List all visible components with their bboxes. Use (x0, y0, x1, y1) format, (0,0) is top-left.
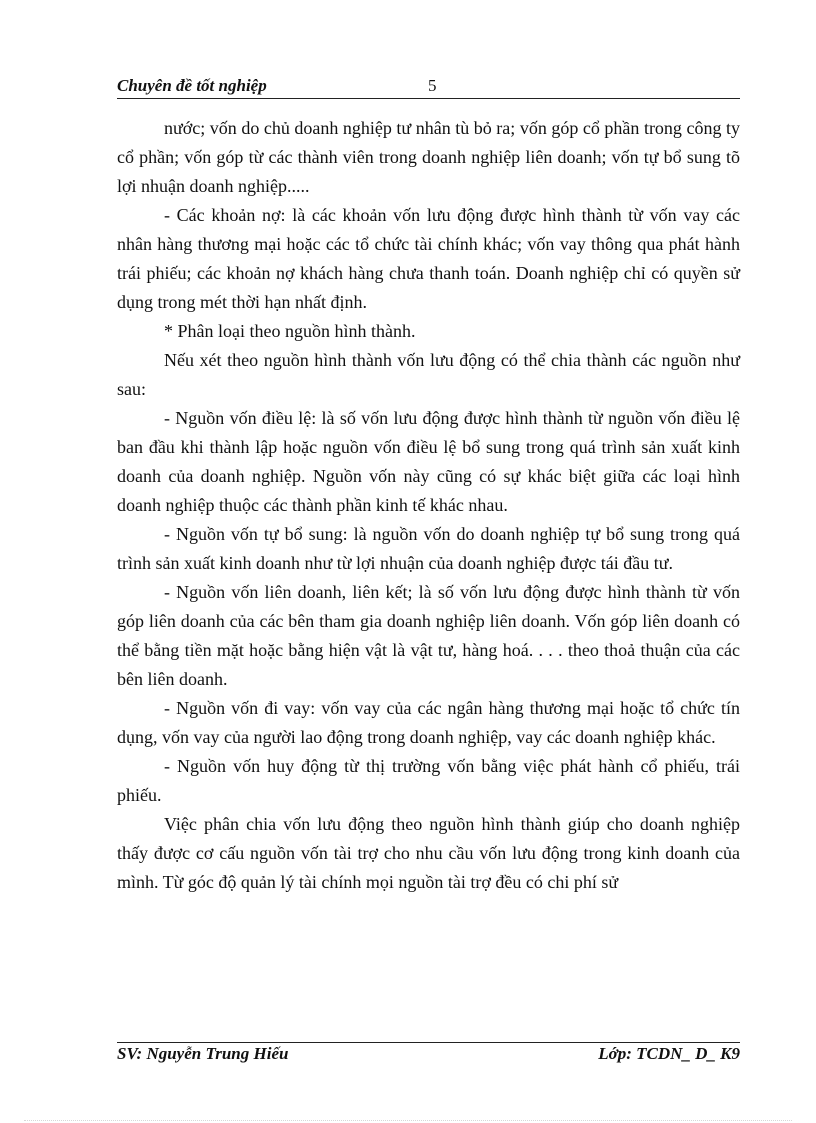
paragraph-2: - Các khoản nợ: là các khoản vốn lưu động được hình thành từ vốn vay các nhân hàng thương mại hoặc các tổ chức tài chính khác; vốn vay thông qua phát hành trái phiếu; các khoản nợ khách hàng chưa thanh toán. Doanh nghiệp chỉ có quyền sử dụng trong mét thời hạn nhất định. (117, 205, 740, 312)
header-title: Chuyên đề tốt nghiệp (117, 76, 267, 95)
header-divider (117, 98, 740, 99)
paragraph-4: Nếu xét theo nguồn hình thành vốn lưu động có thể chia thành các nguồn như sau: (117, 350, 740, 399)
paragraph-1: nước; vốn do chủ doanh nghiệp tư nhân tù bỏ ra; vốn góp cổ phần trong công ty cổ phần; vốn góp từ các thành viên trong doanh nghiệp liên doanh; vốn tự bổ sung tõ lợi nhuận doanh nghiệp..... (117, 118, 740, 196)
footer-student-name: SV: Nguyễn Trung Hiếu (117, 1044, 289, 1063)
paragraph-3: * Phân loại theo nguồn hình thành. (164, 321, 416, 341)
paragraph-10: Việc phân chia vốn lưu động theo nguồn hình thành giúp cho doanh nghiệp thấy được cơ cấu nguồn vốn tài trợ cho nhu cầu vốn lưu động trong kinh doanh của mình. Từ góc độ quản lý tài chính mọi nguồn tài trợ đều có chi phí sử (117, 814, 740, 892)
page-header (117, 72, 740, 98)
footer-class: Lớp: TCDN_ D_ K9 (598, 1044, 740, 1063)
page-number: 5 (428, 76, 437, 95)
paragraph-6: - Nguồn vốn tự bổ sung: là nguồn vốn do doanh nghiệp tự bổ sung trong quá trình sản xuất kinh doanh như từ lợi nhuận của doanh nghiệp được tái đầu tư. (117, 524, 740, 573)
document-body (117, 114, 740, 897)
paragraph-7: - Nguồn vốn liên doanh, liên kết; là số vốn lưu động được hình thành từ vốn góp liên doanh của các bên tham gia doanh nghiệp liên doanh. Vốn góp liên doanh có thể bằng tiền mặt hoặc bằng hiện vật là vật tư, hàng hoá. . . . theo thoả thuận của các bên liên doanh. (117, 582, 740, 689)
page-edge-divider (24, 1120, 792, 1121)
page-footer (117, 1044, 740, 1070)
footer-divider (117, 1042, 740, 1043)
paragraph-5: - Nguồn vốn điều lệ: là số vốn lưu động được hình thành từ nguồn vốn điều lệ ban đầu khi thành lập hoặc nguồn vốn điều lệ bổ sung trong quá trình sản xuất kinh doanh của doanh nghiệp. Nguồn vốn này cũng có sự khác biệt giữa các loại hình doanh nghiệp thuộc các thành phần kinh tế khác nhau. (117, 408, 740, 515)
paragraph-8: - Nguồn vốn đi vay: vốn vay của các ngân hàng thương mại hoặc tổ chức tín dụng, vốn vay của người lao động trong doanh nghiệp, vay các doanh nghiệp khác. (117, 698, 740, 747)
paragraph-9: - Nguồn vốn huy động từ thị trường vốn bằng việc phát hành cổ phiếu, trái phiếu. (117, 756, 740, 805)
